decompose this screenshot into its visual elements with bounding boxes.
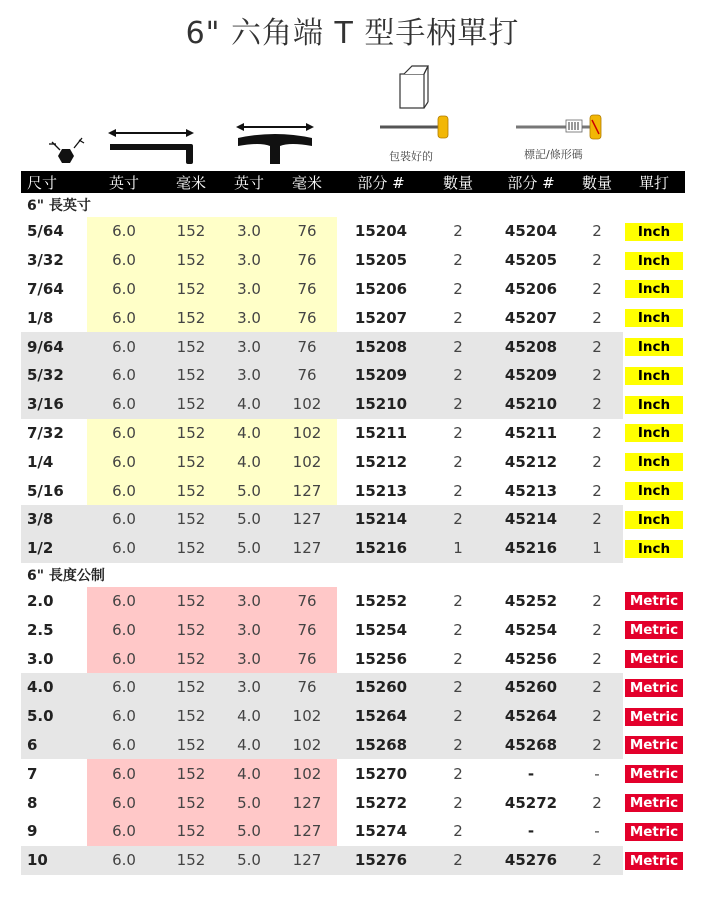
handle-mm-cell: 127 — [277, 788, 337, 817]
part-packaged-cell: 15210 — [337, 390, 425, 419]
part-packaged-cell: 15208 — [337, 332, 425, 361]
length-in-cell: 6.0 — [87, 275, 161, 304]
part-tagged-cell: - — [527, 822, 535, 841]
length-mm-cell: 152 — [161, 332, 221, 361]
length-mm-cell: 152 — [161, 534, 221, 563]
metric-badge: Metric — [625, 621, 683, 639]
col-qty-packaged: 數量 — [425, 171, 491, 193]
inch-badge: Inch — [625, 338, 683, 356]
qty-tagged-cell: 2 — [571, 702, 623, 731]
single-cell — [623, 788, 685, 817]
inch-badge: Inch — [625, 453, 683, 471]
inch-badge: Inch — [625, 309, 683, 327]
handle-mm-cell: 127 — [277, 476, 337, 505]
qty-packaged-cell: 2 — [453, 251, 463, 270]
inch-badge: Inch — [625, 367, 683, 385]
single-cell — [623, 447, 685, 476]
single-cell — [623, 217, 685, 246]
handle-mm-cell: 76 — [277, 615, 337, 644]
part-tagged-cell: 45213 — [504, 481, 558, 500]
part-tagged-cell: 45211 — [504, 423, 558, 442]
handle-in-cell: 3.0 — [221, 217, 277, 246]
part-packaged-cell: 15213 — [354, 481, 408, 500]
icon-row — [0, 60, 705, 170]
length-mm-cell: 152 — [161, 587, 221, 616]
length-mm-cell: 152 — [161, 846, 221, 875]
qty-tagged-cell: 2 — [592, 222, 602, 241]
size-cell: 1/8 — [27, 308, 54, 327]
handle-in-cell: 3.0 — [221, 587, 277, 616]
part-packaged-cell: 15252 — [354, 591, 408, 610]
length-mm-cell: 152 — [161, 246, 221, 275]
handle-in-cell: 3.0 — [221, 615, 277, 644]
part-tagged-cell: 45268 — [491, 731, 571, 760]
size-cell: 8 — [27, 793, 38, 812]
single-cell — [623, 361, 685, 390]
qty-tagged-cell: 2 — [571, 505, 623, 534]
length-mm-cell: 152 — [161, 817, 221, 846]
single-cell — [623, 505, 685, 534]
length-mm-cell: 152 — [161, 476, 221, 505]
length-in-cell: 6.0 — [87, 447, 161, 476]
qty-packaged-cell: 2 — [425, 702, 491, 731]
handle-in-cell: 4.0 — [221, 759, 277, 788]
handle-mm-cell: 127 — [277, 846, 337, 875]
qty-tagged-cell: 2 — [571, 731, 623, 760]
qty-packaged-cell: 2 — [453, 649, 463, 668]
t-handle-width-icon — [236, 123, 314, 164]
length-mm-cell: 152 — [161, 390, 221, 419]
length-mm-cell: 152 — [161, 615, 221, 644]
section-header — [21, 563, 685, 587]
size-cell: 6 — [21, 731, 87, 760]
length-in-cell: 6.0 — [87, 817, 161, 846]
size-cell: 3.0 — [27, 649, 54, 668]
col-size: 尺寸 — [21, 171, 87, 193]
inch-badge: Inch — [625, 511, 683, 529]
single-cell — [623, 759, 685, 788]
metric-badge: Metric — [625, 823, 683, 841]
size-cell: 5.0 — [21, 702, 87, 731]
handle-in-cell: 3.0 — [221, 303, 277, 332]
length-in-cell: 6.0 — [87, 419, 161, 448]
part-tagged-cell: 45216 — [491, 534, 571, 563]
icon-strip — [0, 60, 705, 170]
handle-in-cell: 5.0 — [221, 817, 277, 846]
section-title: 6" 長度公制 — [27, 567, 105, 584]
table-row — [21, 846, 685, 875]
qty-packaged-cell: 2 — [453, 481, 463, 500]
length-in-cell: 6.0 — [87, 303, 161, 332]
metric-badge: Metric — [625, 650, 683, 668]
inch-badge: Inch — [625, 396, 683, 414]
length-mm-cell: 152 — [161, 447, 221, 476]
tagged-label: 標記/條形碼 — [524, 148, 583, 161]
part-packaged-cell: 15207 — [354, 308, 408, 327]
qty-packaged-cell: 2 — [453, 793, 463, 812]
part-tagged-cell: - — [527, 764, 535, 783]
part-tagged-cell: 45207 — [504, 308, 558, 327]
qty-tagged-cell: 2 — [592, 620, 602, 639]
part-packaged-cell: 15205 — [354, 251, 408, 270]
length-mm-cell: 152 — [161, 644, 221, 673]
metric-badge: Metric — [625, 794, 683, 812]
part-tagged-cell: 45204 — [504, 222, 558, 241]
handle-mm-cell: 102 — [277, 731, 337, 760]
inch-badge: Inch — [625, 540, 683, 558]
size-cell: 5/16 — [27, 481, 64, 500]
qty-tagged-cell: 2 — [571, 361, 623, 390]
handle-in-cell: 3.0 — [221, 275, 277, 304]
part-packaged-cell: 15211 — [354, 423, 408, 442]
qty-packaged-cell: 2 — [453, 591, 463, 610]
qty-packaged-cell: 2 — [425, 332, 491, 361]
part-packaged-cell: 15272 — [354, 793, 408, 812]
part-tagged-cell: 45260 — [491, 673, 571, 702]
inch-badge: Inch — [625, 280, 683, 298]
length-in-cell: 6.0 — [87, 217, 161, 246]
handle-mm-cell: 76 — [277, 673, 337, 702]
single-cell — [623, 534, 685, 563]
size-cell: 3/8 — [21, 505, 87, 534]
single-cell — [623, 731, 685, 760]
handle-mm-cell: 76 — [277, 275, 337, 304]
handle-in-cell: 4.0 — [221, 390, 277, 419]
single-cell — [623, 246, 685, 275]
table-row — [21, 332, 685, 361]
single-cell — [623, 846, 685, 875]
qty-tagged-cell: - — [594, 822, 600, 841]
handle-in-cell: 3.0 — [221, 673, 277, 702]
part-packaged-cell: 15216 — [337, 534, 425, 563]
size-cell: 9 — [27, 822, 38, 841]
section-header — [21, 193, 685, 217]
length-in-cell: 6.0 — [87, 846, 161, 875]
size-cell: 7/32 — [27, 423, 64, 442]
size-cell: 10 — [21, 846, 87, 875]
qty-packaged-cell: 2 — [425, 731, 491, 760]
handle-mm-cell: 76 — [277, 217, 337, 246]
length-in-cell: 6.0 — [87, 476, 161, 505]
qty-tagged-cell: 2 — [592, 308, 602, 327]
length-mm-cell: 152 — [161, 361, 221, 390]
packaged-label: 包裝好的 — [389, 150, 433, 163]
table-row — [21, 419, 685, 448]
qty-packaged-cell: 2 — [425, 505, 491, 534]
tagged-key-icon — [516, 115, 601, 139]
handle-in-cell: 4.0 — [221, 447, 277, 476]
table-row — [21, 217, 685, 246]
handle-mm-cell: 76 — [277, 246, 337, 275]
single-cell — [623, 275, 685, 304]
qty-tagged-cell: - — [594, 764, 600, 783]
single-cell — [623, 332, 685, 361]
handle-mm-cell: 102 — [277, 390, 337, 419]
single-cell — [623, 817, 685, 846]
length-mm-cell: 152 — [161, 419, 221, 448]
col-handle-in: 英寸 — [221, 171, 277, 193]
part-tagged-cell: 45205 — [504, 251, 558, 270]
col-handle-mm: 毫米 — [277, 171, 337, 193]
length-mm-cell: 152 — [161, 275, 221, 304]
table-row — [21, 505, 685, 534]
part-tagged-cell: 45210 — [491, 390, 571, 419]
handle-in-cell: 5.0 — [221, 534, 277, 563]
length-mm-cell: 152 — [161, 788, 221, 817]
metric-badge: Metric — [625, 708, 683, 726]
qty-tagged-cell: 2 — [592, 423, 602, 442]
size-cell: 7/64 — [27, 279, 64, 298]
part-tagged-cell: 45272 — [504, 793, 558, 812]
part-tagged-cell: 45214 — [491, 505, 571, 534]
length-in-cell: 6.0 — [87, 788, 161, 817]
single-cell — [623, 476, 685, 505]
qty-tagged-cell: 2 — [592, 649, 602, 668]
table-row — [21, 615, 685, 644]
single-cell — [623, 303, 685, 332]
inch-badge: Inch — [625, 482, 683, 500]
part-tagged-cell: 45208 — [491, 332, 571, 361]
col-single: 單打 — [623, 171, 685, 193]
header-row — [21, 171, 685, 193]
qty-packaged-cell: 2 — [453, 620, 463, 639]
part-tagged-cell: 45256 — [504, 649, 558, 668]
part-packaged-cell: 15260 — [337, 673, 425, 702]
length-in-cell: 6.0 — [87, 332, 161, 361]
size-cell: 3/32 — [27, 251, 64, 270]
length-in-cell: 6.0 — [87, 361, 161, 390]
part-tagged-cell: 45206 — [504, 279, 558, 298]
col-length-mm: 毫米 — [161, 171, 221, 193]
metric-badge: Metric — [625, 679, 683, 697]
handle-mm-cell: 127 — [277, 534, 337, 563]
table-row — [21, 587, 685, 616]
single-cell — [623, 673, 685, 702]
qty-tagged-cell: 2 — [592, 279, 602, 298]
handle-mm-cell: 102 — [277, 759, 337, 788]
single-cell — [623, 615, 685, 644]
qty-tagged-cell: 2 — [571, 390, 623, 419]
handle-in-cell: 3.0 — [221, 332, 277, 361]
single-cell — [623, 644, 685, 673]
part-packaged-cell: 15274 — [354, 822, 408, 841]
qty-tagged-cell: 2 — [571, 846, 623, 875]
size-cell: 1/4 — [27, 452, 54, 471]
length-in-cell: 6.0 — [87, 644, 161, 673]
length-mm-cell: 152 — [161, 217, 221, 246]
size-cell: 7 — [27, 764, 38, 783]
col-part-tagged: 部分 # — [491, 171, 571, 193]
inch-badge: Inch — [625, 252, 683, 270]
handle-mm-cell: 76 — [277, 332, 337, 361]
qty-tagged-cell: 2 — [592, 481, 602, 500]
handle-in-cell: 4.0 — [221, 731, 277, 760]
size-cell: 1/2 — [21, 534, 87, 563]
hex-key-icon — [49, 138, 84, 163]
qty-packaged-cell: 2 — [425, 390, 491, 419]
spec-table — [21, 171, 685, 875]
part-tagged-cell: 45212 — [504, 452, 558, 471]
length-in-cell: 6.0 — [87, 731, 161, 760]
qty-tagged-cell: 1 — [571, 534, 623, 563]
qty-tagged-cell: 2 — [571, 332, 623, 361]
qty-tagged-cell: 2 — [592, 452, 602, 471]
length-mm-cell: 152 — [161, 673, 221, 702]
part-packaged-cell: 15214 — [337, 505, 425, 534]
qty-packaged-cell: 2 — [453, 279, 463, 298]
qty-packaged-cell: 1 — [425, 534, 491, 563]
qty-tagged-cell: 2 — [592, 251, 602, 270]
length-in-cell: 6.0 — [87, 505, 161, 534]
size-cell: 3/16 — [21, 390, 87, 419]
table-row — [21, 390, 685, 419]
qty-tagged-cell: 2 — [592, 793, 602, 812]
handle-in-cell: 3.0 — [221, 644, 277, 673]
qty-packaged-cell: 2 — [453, 308, 463, 327]
packaged-key-icon — [380, 66, 448, 138]
handle-mm-cell: 102 — [277, 419, 337, 448]
table-row — [21, 731, 685, 760]
handle-in-cell: 4.0 — [221, 419, 277, 448]
handle-mm-cell: 102 — [277, 702, 337, 731]
length-mm-cell: 152 — [161, 731, 221, 760]
section-title: 6" 長英寸 — [27, 198, 91, 214]
handle-mm-cell: 76 — [277, 361, 337, 390]
part-packaged-cell: 15256 — [354, 649, 408, 668]
handle-in-cell: 5.0 — [221, 846, 277, 875]
table-row — [21, 702, 685, 731]
size-cell: 5/64 — [27, 222, 64, 241]
metric-badge: Metric — [625, 765, 683, 783]
part-packaged-cell: 15270 — [354, 764, 408, 783]
size-cell: 2.5 — [27, 620, 54, 639]
handle-in-cell: 3.0 — [221, 246, 277, 275]
col-part-packaged: 部分 # — [337, 171, 425, 193]
table-row — [21, 447, 685, 476]
table-row — [21, 759, 685, 788]
metric-badge: Metric — [625, 592, 683, 610]
part-tagged-cell: 45209 — [491, 361, 571, 390]
qty-tagged-cell: 2 — [592, 591, 602, 610]
length-mm-cell: 152 — [161, 505, 221, 534]
qty-packaged-cell: 2 — [425, 361, 491, 390]
col-qty-tagged: 數量 — [571, 171, 623, 193]
handle-mm-cell: 76 — [277, 644, 337, 673]
handle-in-cell: 5.0 — [221, 505, 277, 534]
qty-packaged-cell: 2 — [453, 222, 463, 241]
single-cell — [623, 702, 685, 731]
handle-mm-cell: 76 — [277, 303, 337, 332]
part-tagged-cell: 45252 — [504, 591, 558, 610]
page-title: 6" 六角端 T 型手柄單打 — [185, 16, 520, 51]
qty-packaged-cell: 2 — [453, 764, 463, 783]
part-packaged-cell: 15204 — [354, 222, 408, 241]
qty-packaged-cell: 2 — [425, 846, 491, 875]
length-in-cell: 6.0 — [87, 615, 161, 644]
table-row — [21, 275, 685, 304]
single-cell — [623, 419, 685, 448]
metric-badge: Metric — [625, 736, 683, 754]
handle-mm-cell: 102 — [277, 447, 337, 476]
qty-packaged-cell: 2 — [453, 822, 463, 841]
size-cell: 9/64 — [21, 332, 87, 361]
inch-badge: Inch — [625, 424, 683, 442]
qty-packaged-cell: 2 — [453, 452, 463, 471]
part-packaged-cell: 15276 — [337, 846, 425, 875]
table-row — [21, 246, 685, 275]
part-packaged-cell: 15268 — [337, 731, 425, 760]
single-cell — [623, 587, 685, 616]
part-packaged-cell: 15209 — [337, 361, 425, 390]
size-cell: 5/32 — [21, 361, 87, 390]
table-row — [21, 817, 685, 846]
part-tagged-cell: 45264 — [491, 702, 571, 731]
length-in-cell: 6.0 — [87, 587, 161, 616]
inch-badge: Inch — [625, 223, 683, 241]
table-row — [21, 303, 685, 332]
qty-tagged-cell: 2 — [571, 673, 623, 702]
handle-mm-cell: 127 — [277, 817, 337, 846]
table-row — [21, 788, 685, 817]
length-in-cell: 6.0 — [87, 673, 161, 702]
length-mm-cell: 152 — [161, 702, 221, 731]
handle-in-cell: 3.0 — [221, 361, 277, 390]
handle-in-cell: 5.0 — [221, 788, 277, 817]
table-row — [21, 476, 685, 505]
size-cell: 4.0 — [21, 673, 87, 702]
qty-packaged-cell: 2 — [425, 673, 491, 702]
part-packaged-cell: 15206 — [354, 279, 408, 298]
part-packaged-cell: 15212 — [354, 452, 408, 471]
part-tagged-cell: 45254 — [504, 620, 558, 639]
handle-mm-cell: 127 — [277, 505, 337, 534]
table-row — [21, 644, 685, 673]
handle-in-cell: 5.0 — [221, 476, 277, 505]
single-cell — [623, 390, 685, 419]
length-in-cell: 6.0 — [87, 534, 161, 563]
length-in-cell: 6.0 — [87, 390, 161, 419]
part-packaged-cell: 15254 — [354, 620, 408, 639]
length-in-cell: 6.0 — [87, 759, 161, 788]
length-mm-cell: 152 — [161, 303, 221, 332]
part-tagged-cell: 45276 — [491, 846, 571, 875]
part-packaged-cell: 15264 — [337, 702, 425, 731]
table-row — [21, 673, 685, 702]
size-cell: 2.0 — [27, 591, 54, 610]
length-mm-cell: 152 — [161, 759, 221, 788]
table-body — [21, 193, 685, 875]
metric-badge: Metric — [625, 852, 683, 870]
handle-mm-cell: 76 — [277, 587, 337, 616]
qty-packaged-cell: 2 — [453, 423, 463, 442]
table-row — [21, 534, 685, 563]
table-row — [21, 361, 685, 390]
handle-in-cell: 4.0 — [221, 702, 277, 731]
col-length-in: 英寸 — [87, 171, 161, 193]
length-in-cell: 6.0 — [87, 702, 161, 731]
key-length-icon — [108, 129, 194, 164]
length-in-cell: 6.0 — [87, 246, 161, 275]
